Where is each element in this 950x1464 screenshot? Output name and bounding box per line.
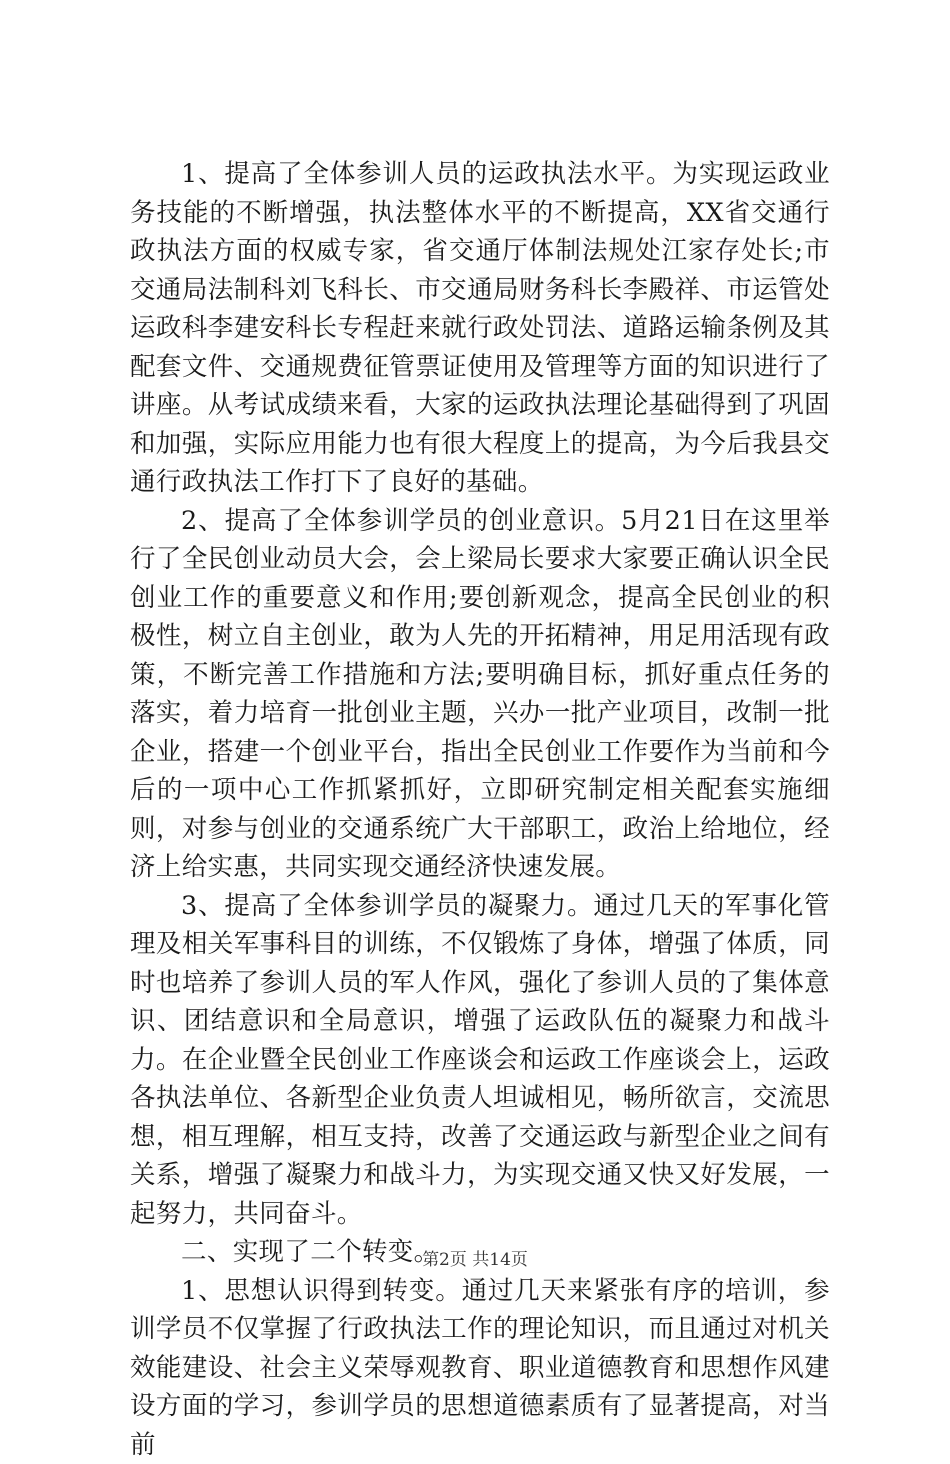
paragraph-3: 3、提高了全体参训学员的凝聚力。通过几天的军事化管理及相关军事科目的训练，不仅锻炼了身体，增强了体质，同时也培养了参训人员的军人作风，强化了参训人员的了集体意识、团结意识和全局意识，增强了运政队伍的凝聚力和战斗力。在企业暨全民创业工作座谈会和运政工作座谈会上，运政各执法单位、各新型企业负责人坦诚相见，畅所欲言，交流思想，相互理解，相互支持，改善了交通运政与新型企业之间有关系，增强了凝聚力和战斗力，为实现交通又快又好发展，一起努力，共同奋斗。 [130,887,830,1234]
page-number-footer: 第2页 共14页 [0,1245,950,1270]
section-heading-2: 二、实现了二个转变。 [130,1233,830,1272]
paragraph-1: 1、提高了全体参训人员的运政执法水平。为实现运政业务技能的不断增强，执法整体水平的不断提高，XX省交通行政执法方面的权威专家，省交通厅体制法规处江家存处长;市交通局法制科刘飞科长、市交通局财务科长李殿祥、市运管处运政科李建安科长专程赶来就行政处罚法、道路运输条例及其配套文件、交通规费征管票证使用及管理等方面的知识进行了讲座。从考试成绩来看，大家的运政执法理论基础得到了巩固和加强，实际应用能力也有很大程度上的提高，为今后我县交通行政执法工作打下了良好的基础。 [130,155,830,502]
paragraph-2: 2、提高了全体参训学员的创业意识。5月21日在这里举行了全民创业动员大会，会上梁局长要求大家要正确认识全民创业工作的重要意义和作用;要创新观念，提高全民创业的积极性，树立自主创业，敢为人先的开拓精神，用足用活现有政策，不断完善工作措施和方法;要明确目标，抓好重点任务的落实，着力培育一批创业主题，兴办一批产业项目，改制一批企业，搭建一个创业平台，指出全民创业工作要作为当前和今后的一项中心工作抓紧抓好，立即研究制定相关配套实施细则，对参与创业的交通系统广大干部职工，政治上给地位，经济上给实惠，共同实现交通经济快速发展。 [130,502,830,887]
paragraph-4: 1、思想认识得到转变。通过几天来紧张有序的培训，参训学员不仅掌握了行政执法工作的理论知识，而且通过对机关效能建设、社会主义荣辱观教育、职业道德教育和思想作风建设方面的学习，参训学员的思想道德素质有了显著提高，对当前 [130,1272,830,1464]
